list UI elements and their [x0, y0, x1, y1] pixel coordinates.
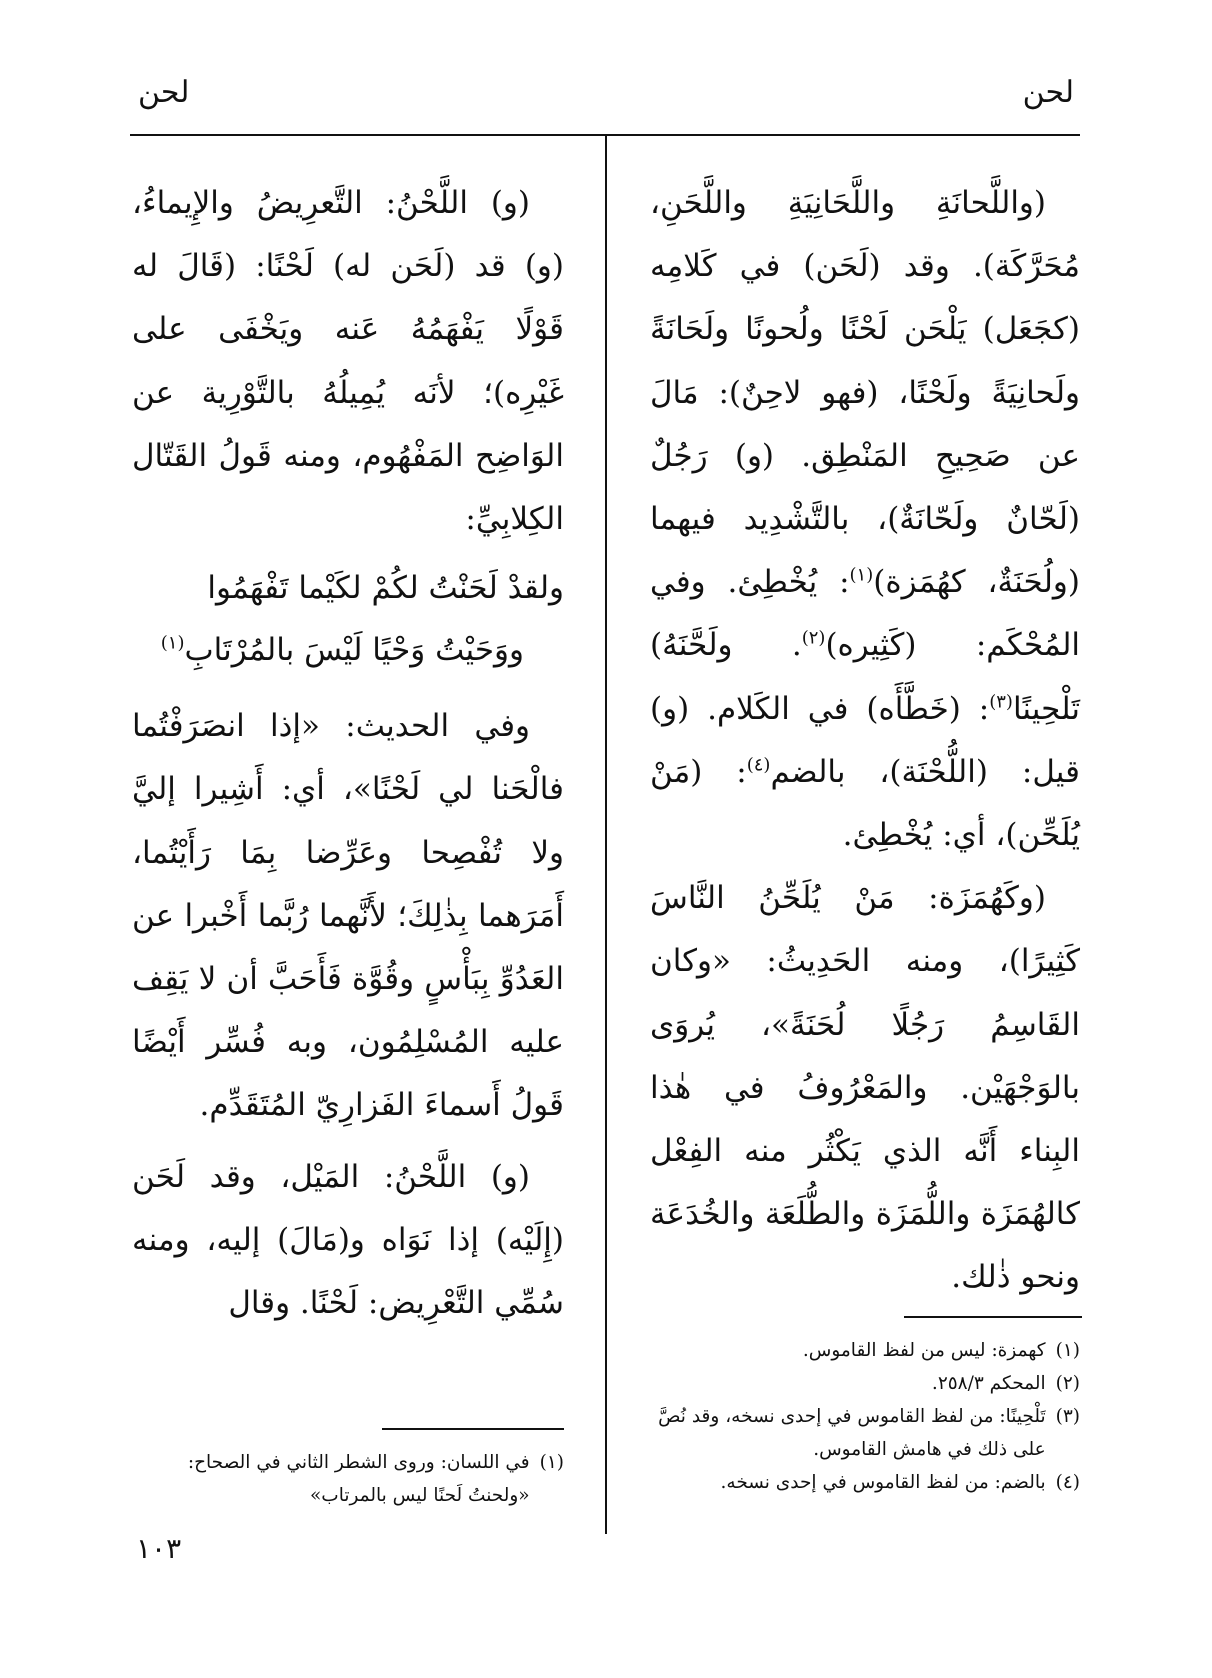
footnote-number: (١): [1055, 1340, 1080, 1361]
entry-paragraph: [650, 172, 1080, 867]
verse-line-second: [132, 619, 564, 681]
entry-text: (و) رَجُلٌ (لَحّانٌ ولَحّانَةٌ)، بالتَّشْدِيد فيهما (ولُحَنَةٌ، كهُمَزة): [650, 437, 1080, 601]
entry-text: (واللَّحانَةِ واللَّحَانِيَةِ واللَّحَنِ، مُحَرَّكَة). وقد (لَحَن) في كَلامِه (كجَعَل) يَلْحَن لَحْنًا ولُحونًا ولَحَانَةً ولَحانِيَةً ولَحْنًا، (فهو لاحِنٌ): مَالَ عن صَحِيحِ المَنْطِق.: [650, 185, 1081, 474]
entry-text: (و) اللَّحْنُ: التَّعرِيضُ والإِيماءُ، (و) قد (لَحَن له) لَحْنًا: (قَالَ له قَوْلًا يَفْهَمُهُ عَنه ويَخْفَى على غَيْرِه)؛ لأنَه يُمِيلُهُ بالتَّوْرِية عن الوَاضِح المَفْهُوم، ومنه قَولُ القَتّال الكِلابِيِّ:: [132, 185, 564, 538]
left-column: [132, 172, 564, 1335]
footnote-number: (٤): [1055, 1472, 1080, 1493]
entry-text: (و) قيل: (اللُّحْنَة)، بالضم: [650, 690, 1080, 790]
entry-text: (و) اللَّحْنُ: المَيْل، وقد لَحَن (إِلَيْه) إذا نَوَاه و(مَالَ) إليه، ومنه سُمِّي التَّعْرِيض: لَحْنًا. وقال: [132, 1158, 564, 1322]
right-column: [650, 172, 1080, 1310]
footnote-number: (٢): [1055, 1373, 1080, 1394]
verse-line-first: ولقدْ لَحَنْتُ لكُمْ لكَيْما تَفْهَمُوا: [207, 570, 564, 607]
footnotes-right: [650, 1334, 1080, 1499]
entry-text: . ولَحَّنَهُ) تَلْحِينًا: [650, 627, 1080, 727]
footnote-text: في اللسان: وروى الشطر الثاني في الصحاح: «ولحنتُ لَحنًا ليس بالمرتاب»: [187, 1452, 530, 1506]
entry-paragraph: [650, 867, 1080, 1309]
footnote-marker: (٣): [989, 691, 1013, 713]
footnote-item: [650, 1334, 1080, 1367]
footnote-rule-right: [904, 1316, 1082, 1318]
footnote-item: [650, 1367, 1080, 1400]
entry-paragraph: [132, 695, 564, 1137]
verse-text: ووَحَيْتُ وَحْيًا لَيْسَ بالمُرْتَابِ: [184, 632, 524, 669]
footnote-item: [650, 1466, 1080, 1499]
footnote-rule-left: [382, 1428, 564, 1430]
footnote-marker: (١): [849, 564, 874, 586]
entry-text: : (خَطَّأَه) في الكَلام.: [707, 690, 990, 727]
footnote-item: [132, 1446, 564, 1512]
footnote-marker: (٢): [801, 628, 826, 650]
footnote-marker: (٤): [746, 754, 771, 776]
entry-text: (وكَهُمَزَة: مَنْ يُلَحِّنُ النَّاسَ كَثِيرًا)، ومنه الحَدِيثُ: «وكان القَاسِمُ رَجُلًا لُحَنَةً»، يُروَى بالوَجْهَيْن. والمَعْرُوفُ في هٰذا البِناء أَنَّه الذي يَكْثُر منه الفِعْل كالهُمَزَة واللُّمَزَة والطُّلَعَة والخُدَعَة ونحو ذٰلك.: [650, 880, 1080, 1296]
entry-paragraph: [132, 1146, 564, 1336]
footnote-number: (١): [539, 1452, 564, 1473]
column-divider: [605, 136, 607, 1534]
footnote-text: بالضم: من لفظ القاموس في إحدى نسخه.: [720, 1472, 1046, 1493]
footnote-text: المحكم ٢٥٨/٣.: [931, 1373, 1046, 1394]
footnotes-left: [132, 1446, 564, 1512]
entry-text: وفي الحديث: «إذا انصَرَفْتُما فالْحَنا لي لَحْنًا»، أي: أَشِيرا إليَّ ولا تُفْصِحا وعَرِّضا بِمَا رَأَيْتُما، أَمَرَهما بِذٰلِكَ؛ لأَنَّهما رُبَّما أَخْبرا عن العَدُوِّ بِبَأْسٍ وقُوَّة فَأَحَبَّ أن لا يَقِف عليه المُسْلِمُون، وبه فُسِّر أَيْضًا قَولُ أَسماءَ الفَزارِيّ المُتَقَدِّم.: [132, 708, 564, 1124]
poetry-verse: [132, 557, 564, 681]
running-head-right: لحن: [1022, 75, 1074, 110]
running-head-left: لحن: [138, 75, 190, 110]
footnote-text: كهمزة: ليس من لفظ القاموس.: [802, 1340, 1046, 1361]
footnote-text: تَلْحِينًا: من لفظ القاموس في إحدى نسخه، وقد نُصَّ على ذلك في هامش القاموس.: [658, 1406, 1046, 1460]
entry-paragraph: [132, 172, 564, 551]
page-number: ١٠٣: [136, 1532, 182, 1565]
footnote-number: (٣): [1055, 1406, 1080, 1427]
footnote-item: [650, 1400, 1080, 1466]
entry-text: : (مَنْ يُلَحِّن)، أي: يُخْطِئ.: [650, 753, 1080, 854]
footnote-marker: (١): [160, 632, 185, 654]
entry-text: : يُخْطِئ. وفي المُحْكَم: (كَثِيره): [650, 564, 1081, 664]
